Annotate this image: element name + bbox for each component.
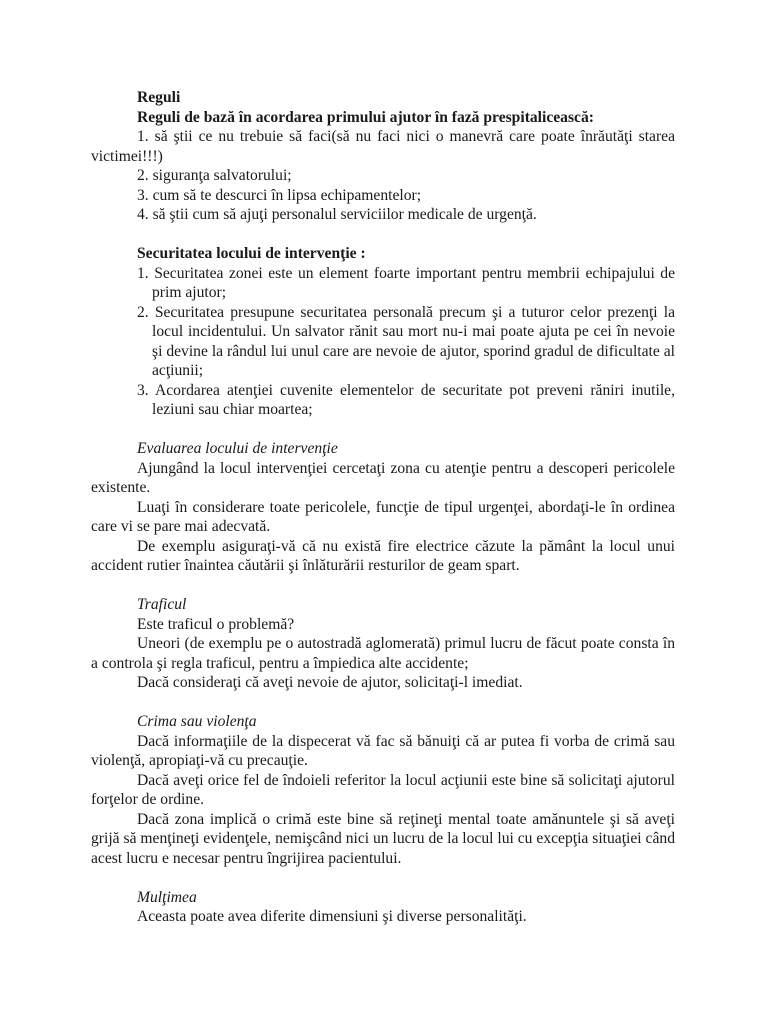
doc-title: Reguli bbox=[137, 89, 181, 106]
crime-paragraph: Dacă zona implică o crimă este bine să reţineţi mental toate amănuntele şi să aveţi grijă să menţineţi evidenţele, nemişcând nici un lucru de la locul lui cu excepţia situaţiei când acest lucru e necesar pentru îngrijirea pacientului. bbox=[91, 810, 675, 867]
security-item-1: 1. Securitatea zonei este un element foarte important pentru membrii echipajului de prim ajutor; bbox=[137, 264, 675, 301]
spacer bbox=[91, 868, 675, 888]
crime-heading: Crima sau violenţa bbox=[137, 713, 257, 730]
evaluation-paragraph: Ajungând la locul intervenţiei cercetaţi zona cu atenţie pentru a descoperi pericolele existente. bbox=[91, 459, 675, 496]
traffic-paragraph: Uneori (de exemplu pe o autostradă aglomerată) primul lucru de făcut poate consta în a controla şi regla traficul, pentru a împiedica alte accidente; bbox=[91, 635, 675, 672]
basic-rule-2: 2. siguranţa salvatorului; bbox=[137, 167, 292, 184]
traffic-paragraph: Este traficul o problemă? bbox=[137, 615, 295, 633]
evaluation-paragraph: De exemplu asiguraţi-vă că nu există fire electrice căzute la pământ la locul unui accident rutier înaintea căutării şi înlăturării resturilor de geam spart. bbox=[91, 537, 675, 574]
crime-paragraph: Dacă informaţiile de la dispecerat vă fac să bănuiţi că ar putea fi vorba de crimă sau violenţă, apropiaţi-vă cu precauţie. bbox=[91, 732, 675, 769]
traffic-paragraph: Dacă consideraţi că aveţi nevoie de ajutor, solicitaţi-l imediat. bbox=[137, 674, 523, 691]
security-heading: Securitatea locului de intervenţie : bbox=[137, 245, 366, 262]
spacer bbox=[91, 225, 675, 245]
basic-rule-4: 4. să ştii cum să ajuţi personalul serviciilor medicale de urgenţă. bbox=[137, 206, 537, 223]
spacer bbox=[91, 693, 675, 713]
document-body bbox=[91, 88, 675, 927]
crowd-heading: Mulţimea bbox=[137, 888, 197, 906]
spacer bbox=[91, 420, 675, 440]
spacer bbox=[91, 576, 675, 596]
basic-rule-3: 3. cum să te descurci în lipsa echipamentelor; bbox=[137, 186, 422, 204]
security-item-3: 3. Acordarea atenţiei cuvenite elementelor de securitate pot preveni răniri inutile, leziuni sau chiar moartea; bbox=[137, 381, 675, 418]
evaluation-heading: Evaluarea locului de intervenţie bbox=[137, 440, 338, 457]
traffic-heading: Traficul bbox=[137, 596, 187, 613]
security-item-2: 2. Securitatea presupune securitatea personală precum şi a tuturor celor prezenţi la locul incidentului. Un salvator rănit sau mort nu-i mai poate ajuta pe cei în nevoie şi devine la rândul lui unul care are nevoie de ajutor, sporind gradul de dificultate al acţiunii; bbox=[137, 303, 675, 379]
crime-paragraph: Dacă aveţi orice fel de îndoieli referitor la locul acţiunii este bine să solicitaţi ajutorul forţelor de ordine. bbox=[91, 771, 675, 808]
evaluation-paragraph: Luaţi în considerare toate pericolele, funcţie de tipul urgenţei, abordaţi-le în ordinea care vi se pare mai adecvată. bbox=[91, 498, 675, 535]
crowd-paragraph: Aceasta poate avea diferite dimensiuni şi diverse personalităţi. bbox=[137, 908, 527, 925]
basic-rule-1: 1. să ştii ce nu trebuie să faci(să nu faci nici o manevră care poate înrăutăţi starea victimei!!!) bbox=[91, 128, 675, 165]
basic-rules-heading: Reguli de bază în acordarea primului ajutor în fază prespitalicească: bbox=[137, 108, 594, 126]
